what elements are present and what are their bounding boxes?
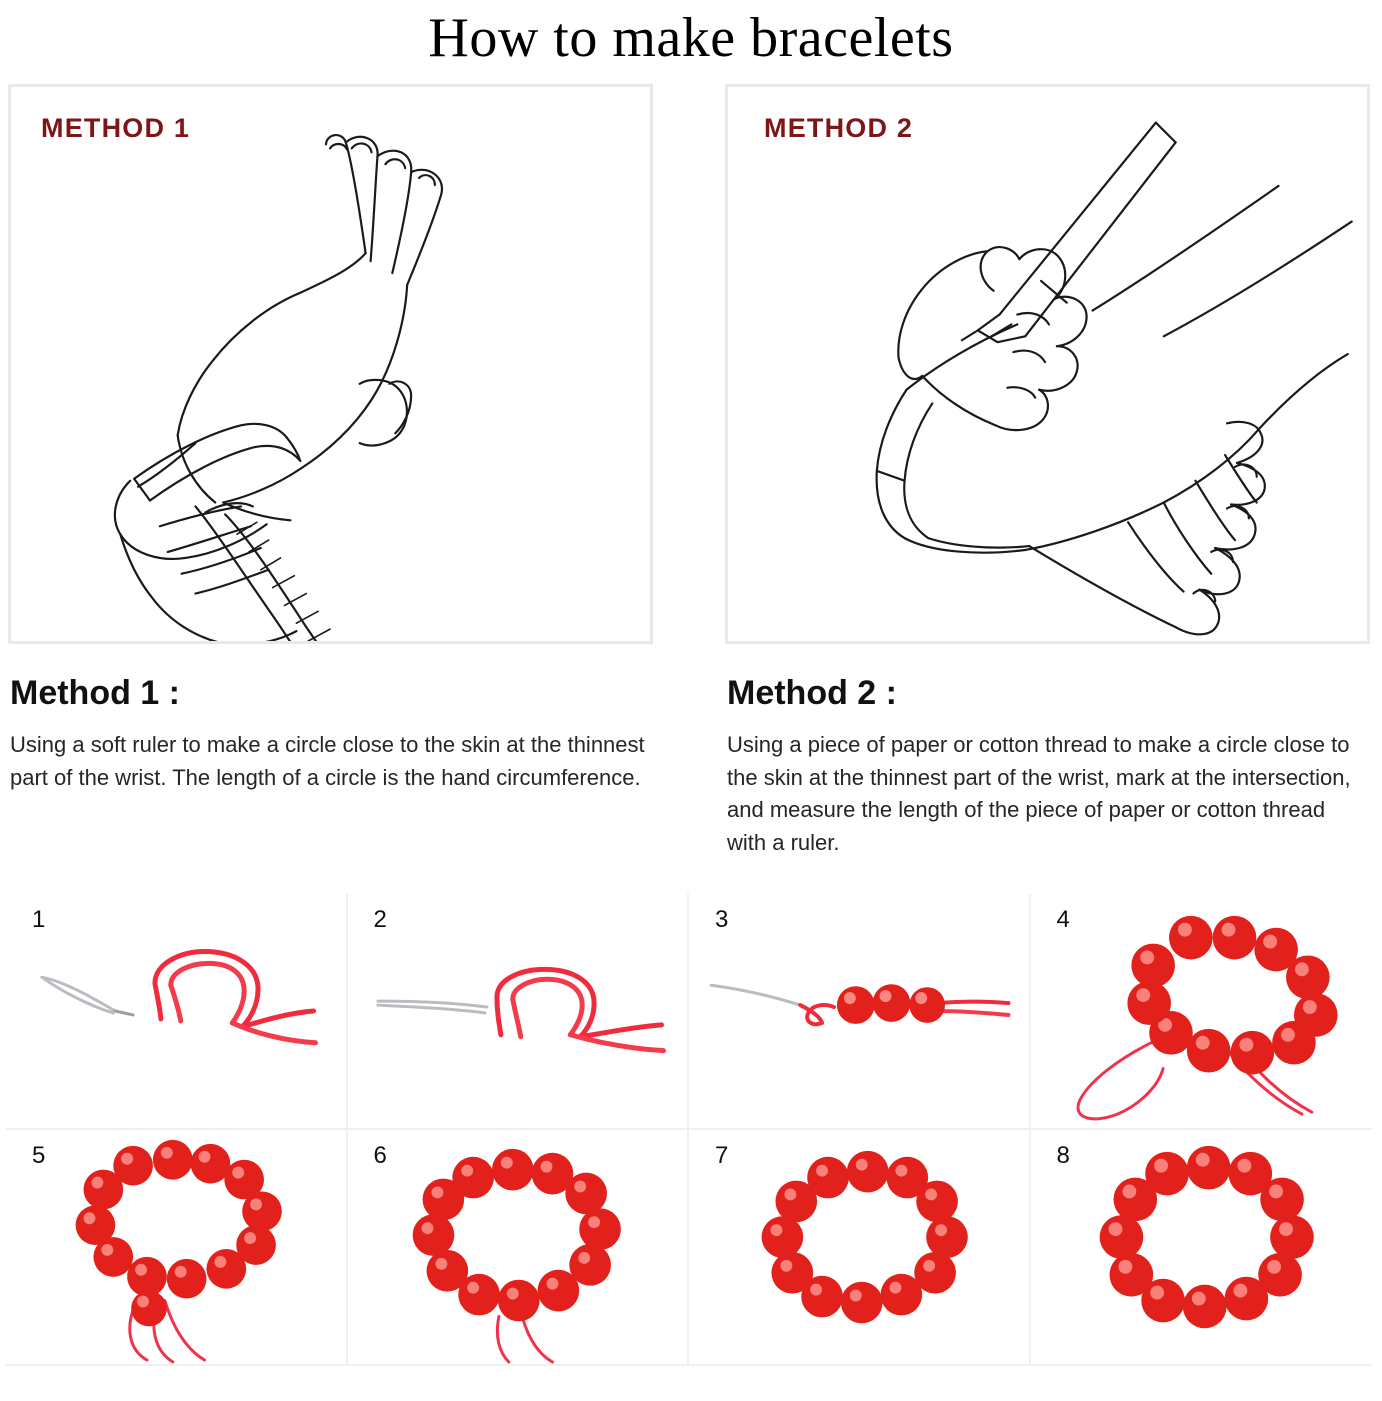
step-8 <box>1031 1130 1373 1366</box>
method-2-body: Using a piece of paper or cotton thread to make a circle close to the skin at the thinnest part of the wrist, mark at the intersection, and measure the length of the piece of paper or cotton thread with a ruler. <box>727 732 1351 856</box>
step-number: 2 <box>373 905 387 933</box>
hand-marking-paper-strip-icon <box>728 87 1367 641</box>
method-1-column <box>8 84 653 859</box>
step-number: 6 <box>373 1141 387 1169</box>
method-2-column <box>725 84 1370 859</box>
cord-threaded-through-needle-icon <box>348 894 688 1128</box>
step-2 <box>348 894 690 1130</box>
step-number: 8 <box>1056 1141 1070 1169</box>
step-number: 7 <box>715 1141 729 1169</box>
hand-with-soft-ruler-icon <box>11 87 650 641</box>
method-2-heading: Method 2 : <box>727 674 897 713</box>
beads-strung-on-cord-icon <box>689 894 1029 1128</box>
beaded-ring-cord-tightening-icon <box>348 1130 688 1364</box>
step-3 <box>689 894 1031 1130</box>
step-number: 5 <box>32 1141 46 1169</box>
finished-beaded-bracelet-icon <box>1031 1130 1373 1364</box>
step-1 <box>6 894 348 1130</box>
method-1-tag: METHOD 1 <box>41 113 191 144</box>
closed-beaded-bracelet-icon <box>689 1130 1029 1364</box>
method-1-illustration-frame <box>8 84 653 644</box>
step-4 <box>1031 894 1373 1130</box>
poster <box>0 6 1382 1401</box>
method-1-body: Using a soft ruler to make a circle close to the skin at the thinnest part of the wrist. The length of a circle is the hand circumference. <box>10 732 645 790</box>
beaded-ring-with-knot-bead-icon <box>6 1130 346 1364</box>
needle-and-folded-red-cord-icon <box>6 894 346 1128</box>
step-6 <box>348 1130 690 1366</box>
step-7 <box>689 1130 1031 1366</box>
step-number: 3 <box>715 905 729 933</box>
method-1-heading: Method 1 : <box>10 674 180 713</box>
method-2-tag: METHOD 2 <box>764 113 914 144</box>
step-number: 4 <box>1056 905 1070 933</box>
methods-section <box>0 84 1382 859</box>
method-2-illustration-frame <box>725 84 1370 644</box>
steps-grid <box>6 894 1372 1366</box>
step-5 <box>6 1130 348 1366</box>
step-number: 1 <box>32 905 46 933</box>
page-title: How to make bracelets <box>428 7 954 69</box>
beaded-ring-with-loose-cord-icon <box>1031 894 1373 1128</box>
